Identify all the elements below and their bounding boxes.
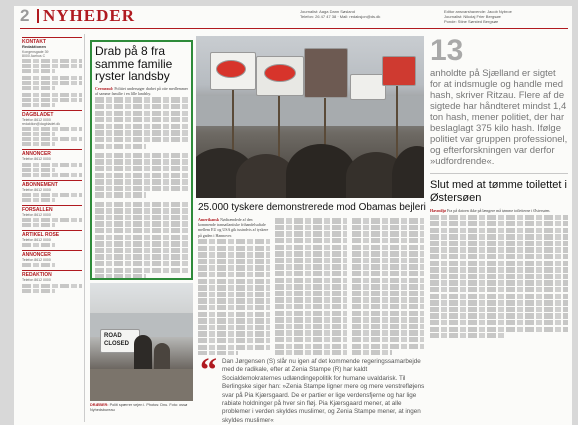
sidebar-section xyxy=(22,250,82,267)
sidebar-line: Redaktionen xyxy=(22,44,47,49)
ground-shape xyxy=(90,369,193,401)
article-box xyxy=(90,40,193,280)
header-divider xyxy=(37,9,39,23)
sidebar-section xyxy=(22,205,82,227)
article-column xyxy=(275,217,347,355)
building-shape xyxy=(196,96,424,126)
sidebar-line: Telefon 8612 0000 xyxy=(22,258,51,263)
header-rule xyxy=(20,28,568,29)
column-rule xyxy=(430,173,568,174)
demo-article-columns xyxy=(198,217,424,355)
meta-line: Journalist: Nikolaj Frier Bergsøe xyxy=(444,14,501,19)
header-meta-right xyxy=(444,9,512,24)
demo-kicker: Amerikansk xyxy=(198,217,220,222)
sidebar-line: redaktion@dagbladet.dk xyxy=(22,122,60,127)
fact-text: anholdte på Sjælland er sigtet for at indsmugle og handle med hash, skriver Ritzau. Flere af de sigtede har håndteret mindst 1,4 ton hash, mener politiet, der har beslaglagt 375 kilo hash. Ifølge politiet var gruppen professionel, og efterforskningen var derfor »udfordrende«. xyxy=(430,68,568,167)
caption-kicker: DRÆBER: xyxy=(90,403,109,407)
sidebar-line: Telefon 8612 0000 xyxy=(22,237,51,242)
article-title: Drab på 8 fra samme familie ryster landsby xyxy=(95,44,173,83)
meta-line: Editor ansvarshavende: Jacob Nybroe xyxy=(444,9,512,14)
sidebar-section xyxy=(22,37,82,107)
meta-line: Ponde: Stine Sørsted Bergsøe xyxy=(444,19,499,24)
page-number: 2 xyxy=(20,6,30,25)
page-header xyxy=(14,6,572,28)
demo-lead-text: Nødtrændede af den kommende transatlantiske frihandelsaftale mellem EU og USA gik tusindvis af tyskere på gaden i Hannover. xyxy=(198,217,269,238)
header-meta-left xyxy=(300,9,380,19)
toilet-kicker: Havmiljø xyxy=(430,208,446,213)
road-closed-sign-text: CLOSED xyxy=(104,341,130,347)
toilet-article-title: Slut med at tømme toilettet i Østersøen xyxy=(430,179,567,204)
demo-headline: 25.000 tyskere demonstrerede mod Obamas bejleri xyxy=(198,202,426,213)
newspaper-page xyxy=(14,6,572,425)
photo-caption xyxy=(90,403,193,412)
sidebar-heading: KONTAKT xyxy=(22,37,82,45)
sidebar-divider xyxy=(84,34,85,422)
road-closed-sign-text: ROAD xyxy=(104,333,122,339)
quote-mark-icon: “ xyxy=(200,352,217,389)
sidebar-heading: ANNONCER xyxy=(22,149,82,157)
article-lead-text: Politiet undersøger drabet på otte medlemmer af samme familie i en lille landsby. xyxy=(95,85,189,96)
sidebar-heading: REDAKTION xyxy=(22,270,82,278)
sidebar-line: Telefon 8612 0000 xyxy=(22,157,51,162)
quote-text: Dan Jørgensen (S) slår nu igen af det kommende regeringssamarbejde med de radikale, efter at Zenia Stampe (R) har kaldt Socialdemokraternes udlændingepolitik for humane uvaldarisk. Til Berlingske siger han: »Zenia Stampe ligner mere og mere venstrefløjens svar på Pia Kjærsgaard. De er partier er lige verdensfjerne og har lige rabiate holdninger på hver sin fløj. Pia Kjærsgaard mener, at alle problemer i verden skyldes muslimer, og Zenia Stampe mener, at ingen skyldes muslimer« xyxy=(222,358,425,424)
article-column xyxy=(198,217,270,355)
sidebar-line: Kongensgade 39 xyxy=(22,49,49,54)
sidebar xyxy=(22,34,82,422)
sidebar-line: Telefon 8612 0000 xyxy=(22,278,51,283)
article-column xyxy=(352,217,424,355)
sidebar-section xyxy=(22,270,82,292)
crime-scene-photo xyxy=(90,283,193,401)
toilet-article-lead xyxy=(430,208,568,213)
sidebar-section xyxy=(22,230,82,247)
meta-line: Telefon: 26 47 47 38 · Mail: redaksjon@ds.dk xyxy=(300,14,381,19)
sidebar-heading: ARTIKEL ROSE xyxy=(22,230,82,238)
sidebar-line: 8000 Aarhus C xyxy=(22,53,46,58)
toilet-lead-text: Fra på datoen ikke på længere må tømme toiletterne i Østersøen. xyxy=(447,208,551,213)
sidebar-heading: ABONNEMENT xyxy=(22,180,82,188)
protest-sign xyxy=(304,48,348,98)
demo-lead xyxy=(198,217,270,238)
protest-sign xyxy=(382,56,416,86)
sidebar-line: Telefon 8612 0000 xyxy=(22,187,51,192)
fact-number: 13 xyxy=(430,34,464,67)
sidebar-heading: FORSALLEN xyxy=(22,205,82,213)
section-title: NYHEDER xyxy=(43,6,136,25)
protest-photo xyxy=(196,36,424,198)
meta-line: Journalist: Aaga Dann Søsland xyxy=(300,9,355,14)
sidebar-section xyxy=(22,110,82,146)
sidebar-line: Telefon 8612 0000 xyxy=(22,117,51,122)
sidebar-heading: ANNONCER xyxy=(22,250,82,258)
sidebar-section xyxy=(22,180,82,202)
right-column xyxy=(430,36,568,338)
protest-sign-emblem xyxy=(216,60,246,78)
protest-sign-emblem xyxy=(264,64,296,82)
caption-text: Politi spærrer vejen i. Photos: Dnu. Foto: ossø Nyhedsbureau xyxy=(90,403,188,412)
quote-box xyxy=(200,352,428,424)
protest-sign xyxy=(350,74,386,100)
sidebar-heading: DAGBLADET xyxy=(22,110,82,118)
article-lead xyxy=(95,86,188,97)
sidebar-line: Telefon 8612 0000 xyxy=(22,212,51,217)
article-kicker: Cermeaul: xyxy=(95,85,114,91)
sidebar-section xyxy=(22,149,82,176)
